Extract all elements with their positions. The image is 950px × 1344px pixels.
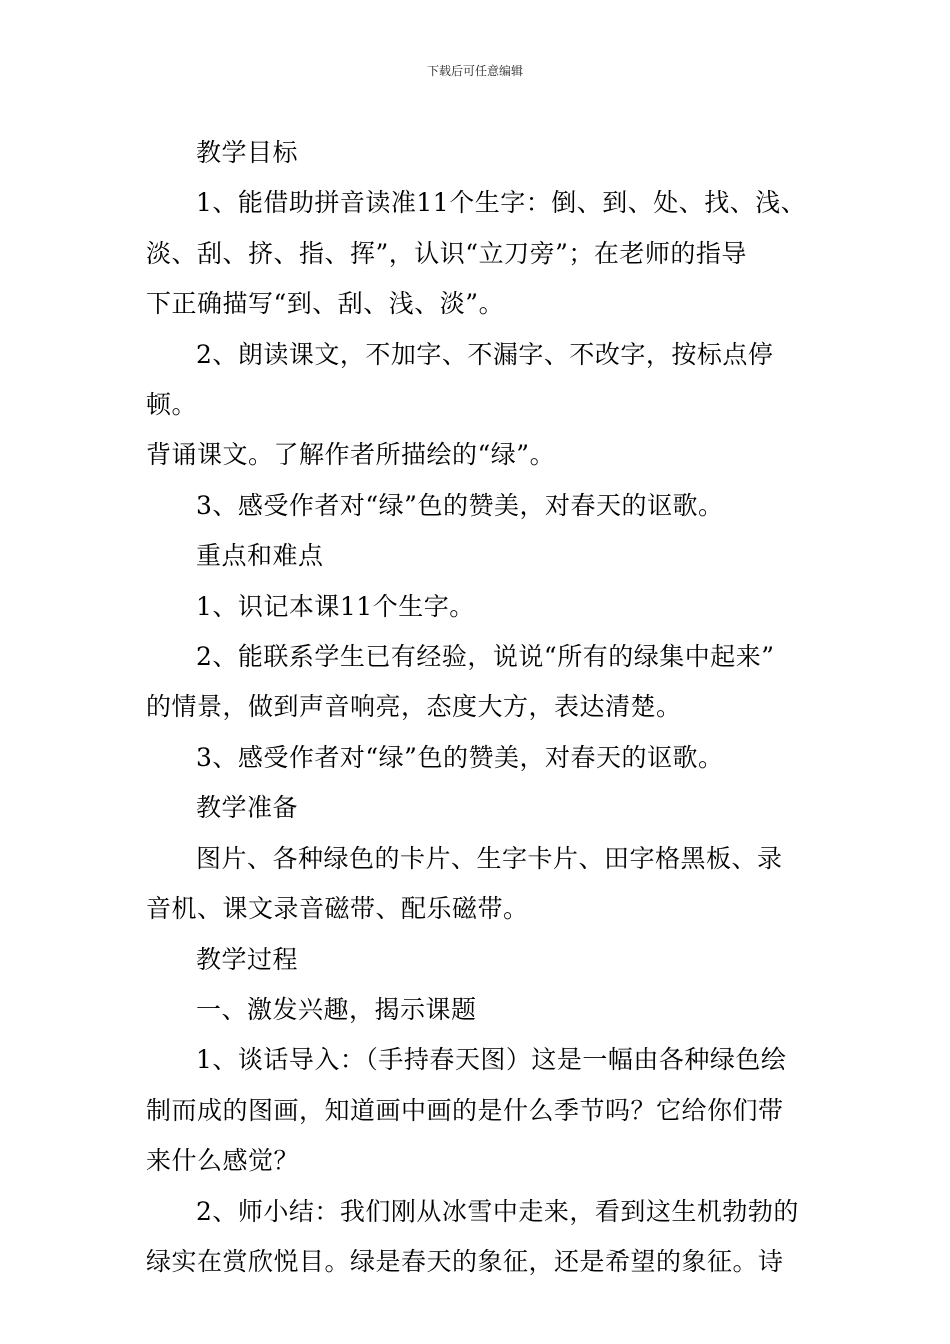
subsection-heading: 一、激发兴趣，揭示课题 (196, 994, 477, 1024)
page-header: 下载后可任意编辑 (426, 64, 523, 78)
text-line: 1、谈话导入：（手持春天图）这是一幅由各种绿色绘 (196, 1045, 787, 1075)
text-line: 音机、课文录音磁带、配乐磁带。 (146, 894, 529, 924)
text-line: 1、识记本课11个生字。 (196, 591, 475, 621)
section-heading-process: 教学过程 (196, 944, 299, 974)
text-line: 制而成的图画，知道画中画的是什么季节吗？它给你们带 (146, 1095, 784, 1125)
section-heading-key-points: 重点和难点 (196, 541, 324, 571)
document-body (146, 128, 810, 1287)
section-heading-preparation: 教学准备 (196, 793, 299, 823)
text-line: 来什么感觉？ (146, 1146, 300, 1176)
text-line: 2、能联系学生已有经验，说说“所有的绿集中起来” (196, 642, 775, 672)
text-line: 3、感受作者对“绿”色的赞美，对春天的讴歌。 (196, 742, 724, 772)
text-line: 3、感受作者对“绿”色的赞美，对春天的讴歌。 (196, 490, 724, 520)
text-line: 淡、刮、挤、指、挥”，认识“立刀旁”；在老师的指导 (146, 238, 747, 268)
section-heading-goals: 教学目标 (196, 138, 299, 167)
text-line: 图片、各种绿色的卡片、生字卡片、田字格黑板、录 (196, 843, 783, 873)
text-line: 1、能借助拼音读准11个生字：倒、到、处、找、浅、 (196, 188, 807, 218)
text-line: 绿实在赏欣悦目。绿是春天的象征，还是希望的象征。诗 (146, 1246, 784, 1276)
text-line: 2、朗读课文，不加字、不漏字、不改字，按标点停顿。 (146, 339, 774, 420)
text-line: 背诵课文。了解作者所描绘的“绿”。 (146, 440, 556, 470)
text-line: 2、师小结：我们刚从冰雪中走来，看到这生机勃勃的 (196, 1196, 799, 1226)
text-line: 的情景，做到声音响亮，态度大方，表达清楚。 (146, 692, 682, 722)
text-line: 下正确描写“到、刮、浅、淡”。 (146, 289, 505, 319)
